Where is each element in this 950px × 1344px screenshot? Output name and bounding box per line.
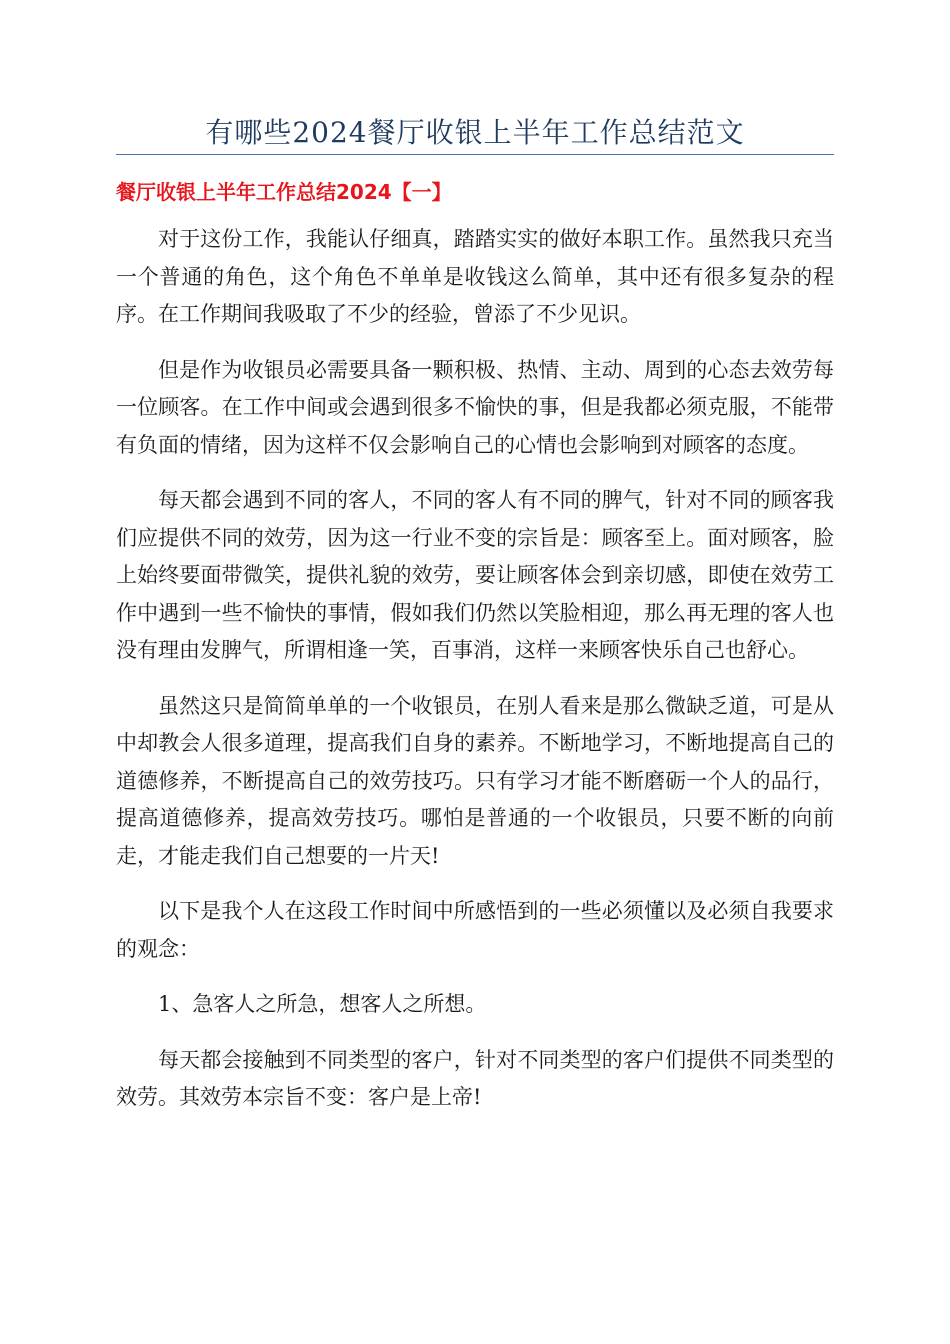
paragraph: 每天都会遇到不同的客人，不同的客人有不同的脾气，针对不同的顾客我们应提供不同的效劳，因为这一行业不变的宗旨是：顾客至上。面对顾客，脸上始终要面带微笑，提供礼貌的效劳，要让顾客体会到亲切感，即使在效劳工作中遇到一些不愉快的事情，假如我们仍然以笑脸相迎，那么再无理的客人也没有理由发脾气，所谓相逢一笑，百事消，这样一来顾客快乐自己也舒心。 bbox=[116, 488, 834, 662]
title-divider bbox=[116, 154, 834, 155]
section-heading: 餐厅收银上半年工作总结2024【一】 bbox=[116, 180, 452, 204]
document-body bbox=[116, 221, 834, 1135]
paragraph: 以下是我个人在这段工作时间中所感悟到的一些必须懂以及必须自我要求的观念： bbox=[116, 899, 834, 961]
document-title: 有哪些2024餐厅收银上半年工作总结范文 bbox=[205, 116, 745, 149]
list-item: 1、急客人之所急，想客人之所想。 bbox=[158, 992, 487, 1016]
paragraph: 但是作为收银员必需要具备一颗积极、热情、主动、周到的心态去效劳每一位顾客。在工作中间或会遇到很多不愉快的事，但是我都必须克服，不能带有负面的情绪，因为这样不仅会影响自己的心情也会影响到对顾客的态度。 bbox=[116, 357, 834, 457]
paragraph: 每天都会接触到不同类型的客户，针对不同类型的客户们提供不同类型的效劳。其效劳本宗旨不变：客户是上帝! bbox=[116, 1047, 834, 1109]
paragraph: 虽然这只是简简单单的一个收银员，在别人看来是那么微缺乏道，可是从中却教会人很多道理，提高我们自身的素养。不断地学习，不断地提高自己的道德修养，不断提高自己的效劳技巧。只有学习才能不断磨砺一个人的品行，提高道德修养，提高效劳技巧。哪怕是普通的一个收银员，只要不断的向前走，才能走我们自己想要的一片天! bbox=[116, 693, 834, 868]
paragraph: 对于这份工作，我能认仔细真，踏踏实实的做好本职工作。虽然我只充当一个普通的角色，这个角色不单单是收钱这么简单，其中还有很多复杂的程序。在工作期间我吸取了不少的经验，曾添了不少见识。 bbox=[116, 227, 834, 326]
